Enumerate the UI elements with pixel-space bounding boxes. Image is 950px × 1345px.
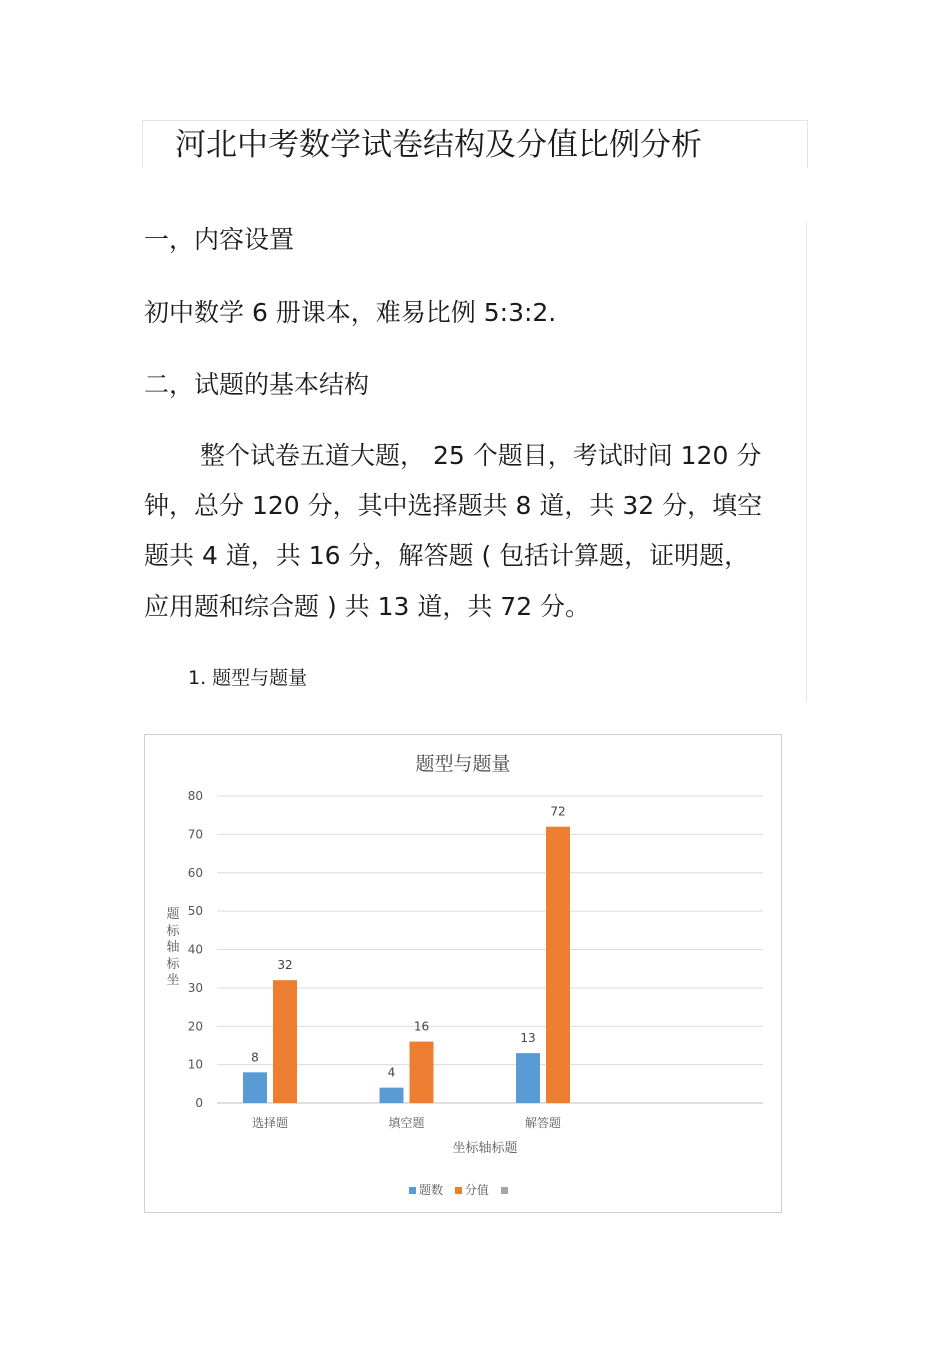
page-title: 河北中考数学试卷结构及分值比例分析	[175, 127, 702, 163]
paragraph-line: 钟，总分 120 分，其中选择题共 8 道，共 32 分，填空	[144, 491, 763, 520]
bar	[546, 827, 570, 1103]
bar	[380, 1088, 404, 1103]
data-label: 13	[520, 1031, 536, 1046]
chart-caption: 1. 题型与题量	[188, 667, 308, 689]
y-tick-label: 80	[187, 789, 203, 803]
paragraph-line: 整个试卷五道大题， 25 个题目，考试时间 120 分	[200, 441, 762, 470]
data-label: 72	[550, 804, 566, 819]
y-tick-label: 20	[187, 1019, 203, 1034]
legend-swatch	[455, 1187, 462, 1194]
y-tick-label: 70	[187, 827, 203, 842]
data-label: 16	[413, 1019, 430, 1034]
legend-label: 题数	[419, 1183, 444, 1197]
x-tick-label: 解答题	[524, 1116, 562, 1130]
y-axis-title: 题 标 轴 标 坐	[166, 907, 180, 988]
legend-item	[409, 1181, 443, 1198]
y-tick-label: 40	[187, 942, 203, 957]
x-tick-label: 填空题	[388, 1116, 425, 1130]
x-axis-title: 坐标轴标题	[452, 1141, 518, 1156]
bar	[243, 1072, 267, 1103]
bar	[516, 1053, 540, 1103]
legend-swatch	[409, 1187, 416, 1194]
chart-title: 题型与题量	[415, 753, 511, 775]
paragraph-line: 题共 4 道，共 16 分，解答题 ( 包括计算题，证明题，	[144, 541, 750, 570]
legend-swatch	[501, 1187, 508, 1194]
section1-text: 初中数学 6 册课本，难易比例 5:3:2.	[144, 298, 557, 327]
y-tick-label: 0	[195, 1096, 203, 1110]
chart-legend	[409, 1181, 519, 1198]
paragraph-line: 应用题和综合题 ) 共 13 道，共 72 分。	[144, 592, 591, 621]
legend-item	[455, 1181, 489, 1198]
legend-item	[501, 1183, 511, 1197]
legend-label: 分值	[464, 1183, 489, 1197]
section2-heading: 二，试题的基本结构	[144, 370, 370, 399]
title-box	[142, 120, 808, 168]
bar	[410, 1042, 434, 1103]
section1-heading: 一，内容设置	[144, 225, 295, 254]
y-tick-label: 50	[187, 904, 203, 919]
text-region	[142, 222, 807, 702]
data-label: 8	[251, 1050, 259, 1065]
bar	[273, 980, 297, 1103]
y-tick-label: 30	[187, 980, 203, 995]
chart-frame	[144, 734, 782, 1213]
x-tick-label: 选择题	[251, 1116, 289, 1130]
y-tick-label: 60	[187, 865, 203, 880]
y-tick-label: 10	[187, 1057, 203, 1072]
data-label: 32	[277, 958, 293, 973]
data-label: 4	[387, 1065, 396, 1080]
